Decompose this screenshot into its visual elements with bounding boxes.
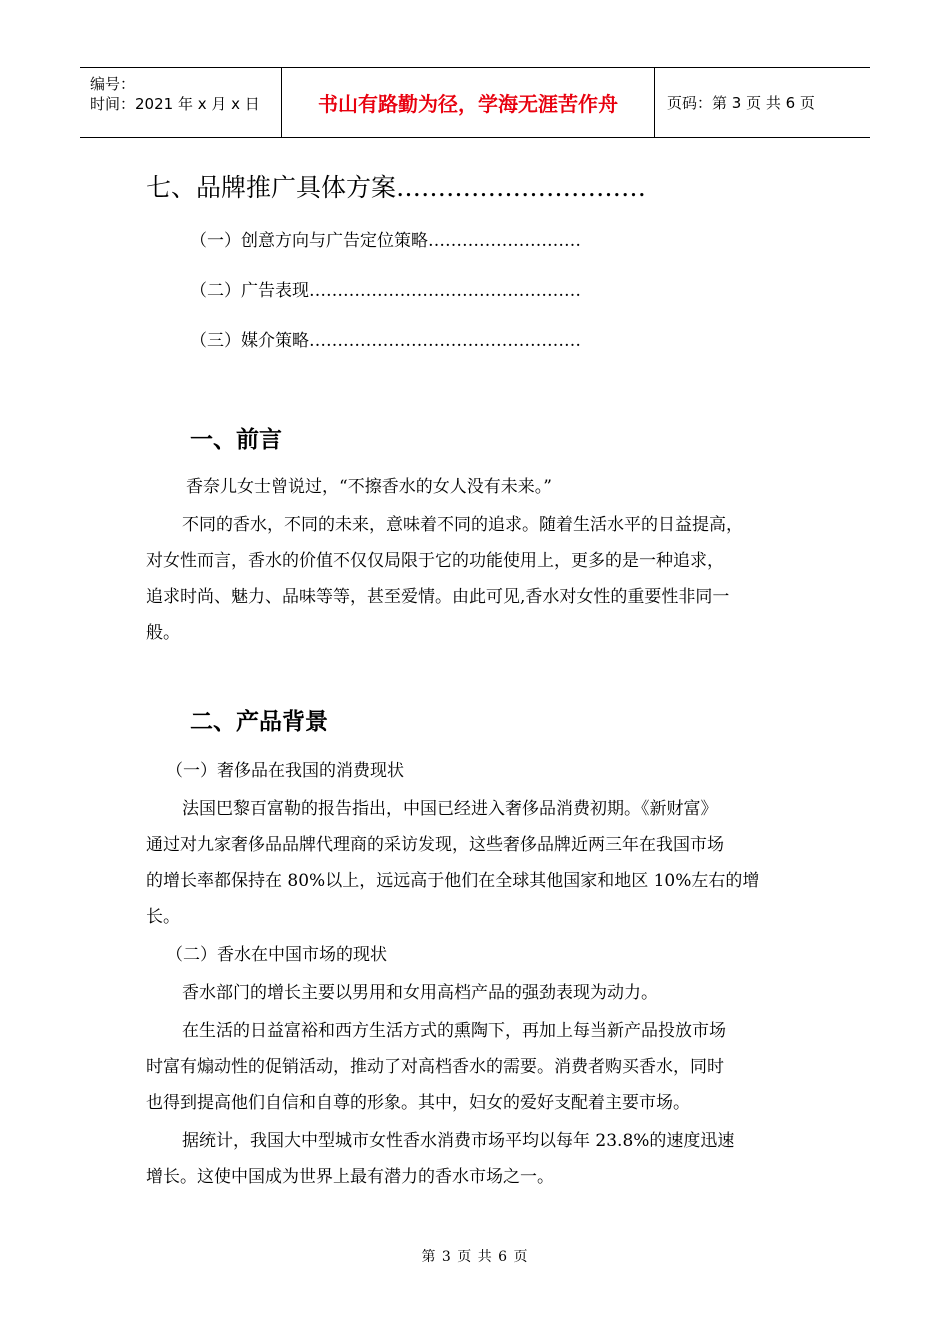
subsection-perfume-market: （二）香水在中国市场的现状: [166, 945, 387, 965]
body-line: 据统计，我国大中型城市女性香水消费市场平均以每年 23.8%的速度迅速: [182, 1131, 735, 1151]
body-line: 增长。这使中国成为世界上最有潜力的香水市场之一。: [146, 1167, 554, 1187]
page-footer: 第 3 页 共 6 页: [421, 1249, 529, 1265]
header-number: 编号：: [90, 75, 136, 93]
header-motto: 书山有路勤为径，学海无涯苦作舟: [282, 68, 655, 137]
header-page-number: 页码：第 3 页 共 6 页: [667, 94, 815, 112]
toc-item-1: （一）创意方向与广告定位策略………………………: [190, 231, 581, 251]
preface-quote: 香奈儿女士曾说过，“不擦香水的女人没有未来。”: [186, 477, 552, 497]
section-title-preface: 一、前言: [190, 427, 282, 453]
body-line: 在生活的日益富裕和西方生活方式的熏陶下，再加上每当新产品投放市场: [182, 1021, 726, 1041]
toc-item-2: （二）广告表现…………………………………………: [190, 281, 581, 301]
toc-item-3: （三）媒介策略…………………………………………: [190, 331, 581, 351]
header-meta: [80, 68, 282, 137]
header-time: 时间：2021 年 x 月 x 日: [90, 95, 260, 113]
preface-line: 追求时尚、魅力、品味等等，甚至爱情。由此可见,香水对女性的重要性非同一: [146, 587, 730, 607]
body-line: 的增长率都保持在 80%以上，远远高于他们在全球其他国家和地区 10%左右的增: [146, 871, 760, 891]
toc-main-entry: 七、品牌推广具体方案…………………………: [146, 173, 647, 202]
body-line: 通过对九家奢侈品品牌代理商的采访发现，这些奢侈品牌近两三年在我国市场: [146, 835, 724, 855]
body-line: 长。: [146, 907, 180, 927]
preface-line: 不同的香水，不同的未来，意味着不同的追求。随着生活水平的日益提高，: [182, 515, 743, 535]
body-line: 法国巴黎百富勒的报告指出，中国已经进入奢侈品消费初期。《新财富》: [182, 799, 718, 819]
subsection-luxury: （一）奢侈品在我国的消费现状: [166, 761, 404, 781]
preface-line: 般。: [146, 623, 180, 643]
body-line: 也得到提高他们自信和自尊的形象。其中，妇女的爱好支配着主要市场。: [146, 1093, 690, 1113]
body-line: 时富有煽动性的促销活动，推动了对高档香水的需要。消费者购买香水，同时: [146, 1057, 724, 1077]
body-line: 香水部门的增长主要以男用和女用高档产品的强劲表现为动力。: [182, 983, 658, 1003]
page-header: [80, 67, 870, 138]
section-title-background: 二、产品背景: [190, 709, 328, 735]
preface-line: 对女性而言，香水的价值不仅仅局限于它的功能使用上，更多的是一种追求，: [146, 551, 724, 571]
